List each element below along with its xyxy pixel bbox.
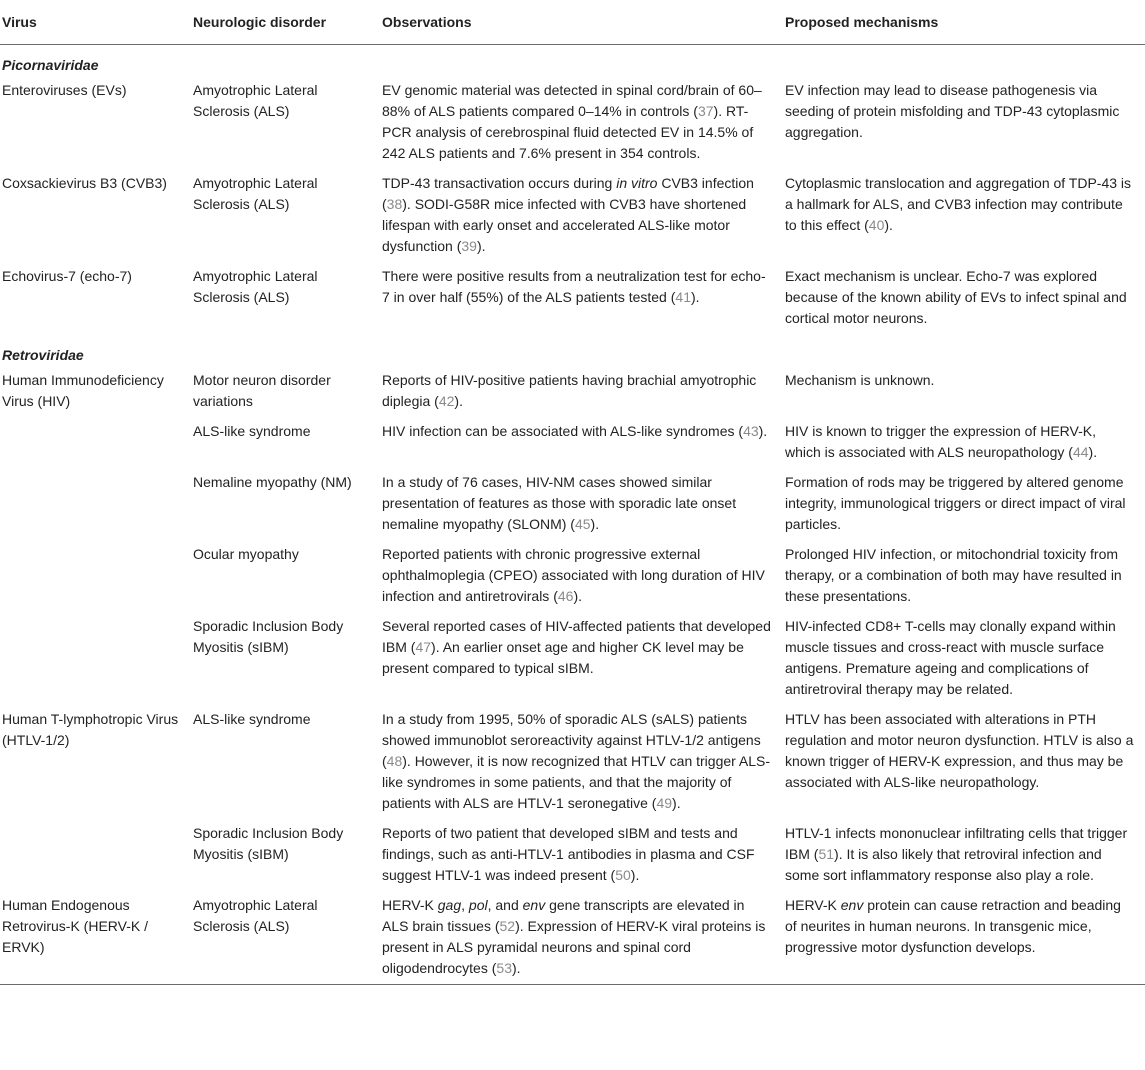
text-run: HTLV has been associated with alterations in PTH regulation and motor neuron dysfunction. HTLV is also a known trigger of HERV-K expression, and thus may be associated with ALS-like neuropathology.: [785, 711, 1134, 790]
citation-ref: 52: [499, 918, 516, 934]
cell-neurologic-disorder: ALS-like syndrome: [193, 711, 311, 727]
cell-neurologic-disorder: Sporadic Inclusion Body Myositis (sIBM): [193, 825, 344, 862]
cell-neurologic-disorder: Nemaline myopathy (NM): [193, 474, 352, 490]
table-header: [0, 0, 1145, 45]
text-run: Exact mechanism is unclear. Echo-7 was explored because of the known ability of EVs to infect spinal and cortical motor neurons.: [785, 268, 1127, 326]
text-run: ).: [690, 289, 700, 305]
text-run: ). An earlier onset age and higher CK level may be present compared to typical sIBM.: [382, 639, 744, 676]
section-row: [0, 335, 1145, 367]
header-neurologic-disorder: Neurologic disorder: [191, 0, 380, 45]
text-run: Reported patients with chronic progressive external ophthalmoplegia (CPEO) associated with long duration of HIV infection and antiretrovirals (: [382, 546, 765, 604]
table-row: [0, 77, 1145, 170]
cell-neurologic-disorder: Motor neuron disorder variations: [193, 372, 331, 409]
cell-neurologic-disorder: Amyotrophic Lateral Sclerosis (ALS): [191, 892, 380, 985]
cell-virus: Human Immunodeficiency Virus (HIV): [2, 372, 164, 409]
cell-observations: [380, 820, 783, 892]
cell-proposed-mechanisms: [783, 541, 1145, 613]
cell-proposed-mechanisms: [783, 170, 1145, 263]
text-run: ). Expression of HERV-K viral proteins is present in ALS pyramidal neurons and spinal cord oligodendrocytes (: [382, 918, 766, 976]
text-run: ). RT-PCR analysis of cerebrospinal fluid detected EV in 14.5% of 242 ALS patients and 7.6% present in 354 controls.: [382, 103, 754, 161]
cell-virus: Echovirus-7 (echo-7): [2, 268, 132, 284]
cell-proposed-mechanisms: [783, 706, 1145, 820]
text-run: Reports of two patient that developed sIBM and tests and findings, such as anti-HTLV-1 antibodies in plasma and CSF suggest HTLV-1 was indeed present (: [382, 825, 755, 883]
italic-text: gag: [437, 897, 462, 913]
cell-neurologic-disorder: Amyotrophic Lateral Sclerosis (ALS): [193, 175, 318, 212]
table-body: [0, 45, 1145, 985]
cell-proposed-mechanisms: [783, 613, 1145, 706]
text-run: ).: [511, 960, 521, 976]
cell-proposed-mechanisms: [783, 892, 1145, 985]
text-run: ).: [454, 393, 463, 409]
cell-virus: Human Endogenous Retrovirus-K (HERV-K / ERVK): [0, 892, 191, 985]
text-run: ).: [884, 217, 893, 233]
text-run: There were positive results from a neutralization test for echo-7 in over half (55%) of the ALS patients tested (: [382, 268, 766, 305]
table-row: [0, 170, 1145, 263]
cell-proposed-mechanisms: [783, 820, 1145, 892]
text-run: Prolonged HIV infection, or mitochondrial toxicity from therapy, or a combination of both may have resulted in these presentations.: [785, 546, 1122, 604]
citation-ref: 51: [818, 846, 835, 862]
citation-ref: 46: [557, 588, 574, 604]
table-row: [0, 706, 1145, 820]
cell-observations: [380, 892, 783, 985]
cell-proposed-mechanisms: [783, 469, 1145, 541]
cell-neurologic-disorder: Ocular myopathy: [193, 546, 299, 562]
cell-observations: [380, 706, 783, 820]
cell-neurologic-disorder: Amyotrophic Lateral Sclerosis (ALS): [193, 82, 318, 119]
cell-observations: [380, 541, 783, 613]
header-proposed-mechanisms: Proposed mechanisms: [783, 0, 1145, 45]
text-run: In a study of 76 cases, HIV-NM cases showed similar presentation of features as those with sporadic late onset nemaline myopathy (SLONM) (: [382, 474, 737, 532]
cell-observations: [380, 77, 783, 170]
cell-observations: [380, 469, 783, 541]
text-run: ).: [758, 423, 768, 439]
text-run: In a study from 1995, 50% of sporadic ALS (sALS) patients showed immunoblot seroreactivity against HTLV-1/2 antigens (: [382, 711, 761, 769]
citation-ref: 42: [438, 393, 455, 409]
table-row: [0, 892, 1145, 985]
cell-neurologic-disorder: Amyotrophic Lateral Sclerosis (ALS): [193, 268, 318, 305]
citation-ref: 47: [415, 639, 432, 655]
text-run: ).: [476, 238, 486, 254]
text-run: TDP-43 transactivation occurs during: [382, 175, 617, 191]
cell-proposed-mechanisms: [783, 77, 1145, 170]
cell-observations: [380, 367, 783, 418]
cell-proposed-mechanisms: [783, 367, 1145, 418]
cell-neurologic-disorder: Sporadic Inclusion Body Myositis (sIBM): [193, 618, 344, 655]
citation-ref: 50: [615, 867, 631, 883]
text-run: ).: [590, 516, 600, 532]
citation-ref: 53: [496, 960, 512, 976]
text-run: ). SODI-G58R mice infected with CVB3 have shortened lifespan with early onset and accelerated ALS-like motor dysfunction (: [382, 196, 747, 254]
citation-ref: 44: [1072, 444, 1089, 460]
text-run: HTLV-1 infects mononuclear infiltrating cells that trigger IBM (: [785, 825, 1128, 862]
citation-ref: 45: [574, 516, 591, 532]
section-title: Picornaviridae: [2, 57, 99, 73]
text-run: , and: [487, 897, 523, 913]
text-run: Cytoplasmic translocation and aggregation of TDP-43 is a hallmark for ALS, and CVB3 infection may contribute to this effect (: [785, 175, 1132, 233]
citation-ref: 43: [743, 423, 759, 439]
text-run: ).: [1088, 444, 1098, 460]
text-run: HERV-K: [785, 897, 841, 913]
text-run: ).: [630, 867, 640, 883]
header-observations: Observations: [380, 0, 783, 45]
text-run: Formation of rods may be triggered by altered genome integrity, immunological triggers or direct impact of viral particles.: [785, 474, 1126, 532]
cell-virus: Coxsackievirus B3 (CVB3): [2, 175, 167, 191]
italic-text: pol: [468, 897, 488, 913]
citation-ref: 37: [697, 103, 714, 119]
cell-neurologic-disorder: ALS-like syndrome: [193, 423, 311, 439]
text-run: HIV is known to trigger the expression of HERV-K, which is associated with ALS neuropathology (: [785, 423, 1096, 460]
text-run: HERV-K: [382, 897, 438, 913]
section-title: Retroviridae: [2, 347, 84, 363]
italic-text: env: [840, 897, 864, 913]
text-run: CVB3 infection (: [382, 175, 754, 212]
text-run: Reports of HIV-positive patients having brachial amyotrophic diplegia (: [382, 372, 757, 409]
cell-virus: Enteroviruses (EVs): [2, 82, 127, 98]
text-run: HIV-infected CD8+ T-cells may clonally expand within muscle tissues and cross-react with muscle surface antigens. Premature ageing and complications of antiretroviral therapy may be related.: [785, 618, 1116, 697]
cell-proposed-mechanisms: [783, 418, 1145, 469]
header-virus: Virus: [0, 0, 191, 45]
italic-text: env: [522, 897, 546, 913]
text-run: Several reported cases of HIV-affected patients that developed IBM (: [382, 618, 771, 655]
text-run: protein can cause retraction and beading of neurites in human neurons. In transgenic mice, progressive motor dysfunction develops.: [785, 897, 1121, 955]
italic-text: in vitro: [616, 175, 658, 191]
text-run: EV infection may lead to disease pathogenesis via seeding of protein misfolding and TDP-43 cytoplasmic aggregation.: [785, 82, 1120, 140]
text-run: ). It is also likely that retroviral infection and some sort inflammatory response also play a role.: [785, 846, 1102, 883]
citation-ref: 49: [656, 795, 673, 811]
cell-virus: Human T-lymphotropic Virus (HTLV-1/2): [2, 711, 179, 748]
citation-ref: 41: [675, 289, 691, 305]
cell-observations: [380, 170, 783, 263]
citation-ref: 48: [386, 753, 403, 769]
text-run: ).: [672, 795, 681, 811]
text-run: HIV infection can be associated with ALS-like syndromes (: [382, 423, 744, 439]
cell-proposed-mechanisms: [783, 263, 1145, 335]
text-run: ).: [573, 588, 583, 604]
text-run: ). However, it is now recognized that HTLV can trigger ALS-like syndromes in some patients, and that the majority of patients with ALS are HTLV-1 seronegative (: [382, 753, 771, 811]
citation-ref: 40: [868, 217, 885, 233]
cell-observations: [380, 263, 783, 335]
cell-observations: [380, 418, 783, 469]
cell-observations: [380, 613, 783, 706]
table-row: [0, 367, 1145, 418]
citation-ref: 39: [461, 238, 477, 254]
table-row: [0, 263, 1145, 335]
section-row: [0, 45, 1145, 78]
text-run: ,: [461, 897, 469, 913]
citation-ref: 38: [386, 196, 403, 212]
text-run: EV genomic material was detected in spinal cord/brain of 60–88% of ALS patients compared 0–14% in controls (: [382, 82, 762, 119]
text-run: Mechanism is unknown.: [785, 372, 935, 388]
header-row: [0, 0, 1145, 45]
text-run: gene transcripts are elevated in ALS brain tissues (: [382, 897, 745, 934]
